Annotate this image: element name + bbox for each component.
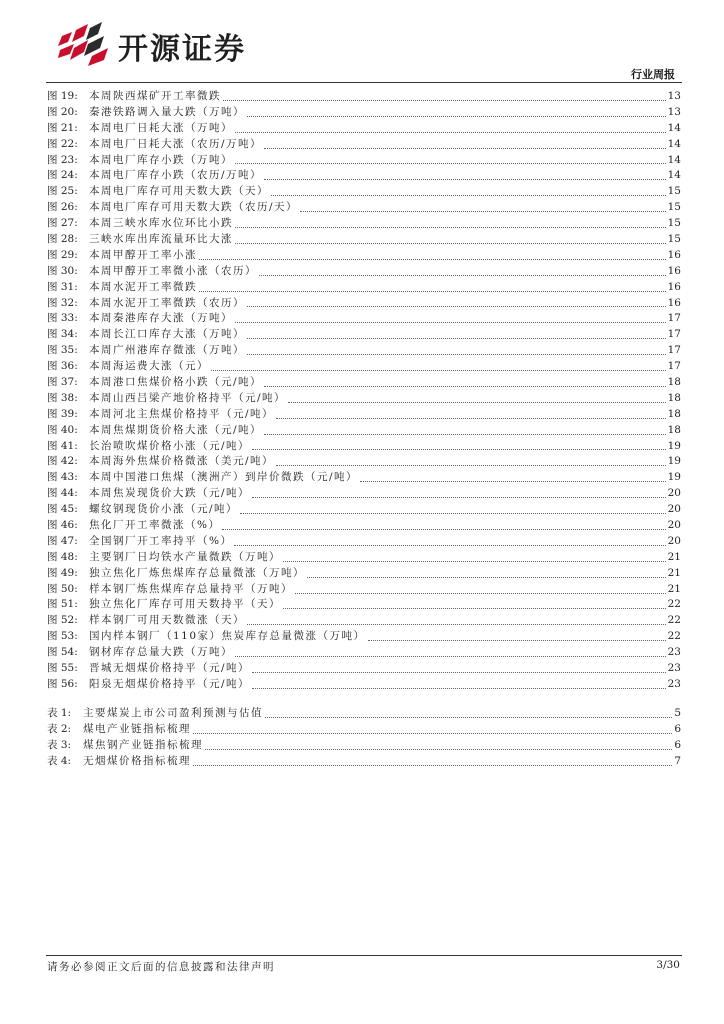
figure-toc-entry[interactable] — [47, 613, 681, 629]
toc-leader-dots — [264, 178, 666, 180]
toc-leader-dots — [283, 560, 666, 562]
toc-leader-dots — [223, 99, 666, 101]
toc-leader-dots — [247, 353, 666, 355]
toc-label — [47, 216, 233, 232]
toc-label — [47, 89, 221, 105]
toc-leader-dots — [234, 544, 665, 546]
toc-entry-number: 图 23: — [47, 153, 78, 166]
toc-entry-page: 16 — [667, 280, 681, 293]
toc-entry-page: 6 — [674, 738, 681, 751]
toc-leader-dots — [264, 433, 666, 435]
toc-entry-number: 图 44: — [47, 487, 78, 500]
toc-leader-dots — [235, 131, 666, 133]
toc-label — [47, 200, 298, 216]
toc-leader-dots — [264, 147, 666, 149]
toc-entry-page: 14 — [667, 121, 681, 134]
toc-entry-page: 21 — [667, 566, 681, 579]
table-toc-entry[interactable] — [47, 722, 681, 738]
toc-entry-number: 图 47: — [47, 534, 78, 547]
figure-toc-entry[interactable] — [47, 502, 681, 518]
toc-label — [47, 470, 358, 486]
toc-entry-number: 图 24: — [47, 169, 78, 182]
toc-entry-page: 17 — [667, 344, 681, 357]
toc-leader-dots — [252, 671, 666, 673]
footer-disclaimer: 请务必参阅正文后面的信息披露和法律声明 — [47, 961, 275, 973]
toc-entry-title: 主要煤炭上市公司盈利预测与估值 — [83, 706, 263, 719]
toc-leader-dots — [193, 764, 672, 766]
toc-entry-number: 图 25: — [47, 185, 78, 198]
toc-label — [47, 550, 281, 566]
toc-leader-dots — [276, 464, 666, 466]
toc-entry-title: 本周甲醇开工率微小涨（农历） — [89, 264, 257, 277]
toc-leader-dots — [252, 687, 666, 689]
toc-entry-number: 图 50: — [47, 582, 78, 595]
toc-entry-page: 15 — [667, 233, 681, 245]
toc-entry-title: 煤焦钢产业链指标梳理 — [83, 738, 203, 751]
toc-label — [47, 677, 250, 693]
toc-entry-title: 本周电厂日耗大涨（万吨） — [89, 121, 233, 134]
toc-entry-title: 本周河北主焦煤价格持平（元/吨） — [89, 407, 275, 420]
toc-entry-title: 螺纹钢现货价小涨（元/吨） — [89, 503, 239, 516]
toc-entry-page: 13 — [667, 105, 681, 118]
toc-leader-dots — [193, 732, 672, 734]
toc-label — [47, 168, 262, 184]
figure-toc-entry[interactable] — [47, 486, 681, 502]
toc-entry-title: 本周电厂库存可用天数大跌（天） — [89, 185, 269, 198]
toc-leader-dots — [235, 242, 666, 244]
toc-leader-dots — [264, 385, 666, 387]
toc-entry-title: 主要钢厂日均铁水产量微跌（万吨） — [89, 550, 281, 563]
toc-entry-page: 21 — [667, 582, 681, 595]
toc-entry-title: 秦港铁路调入量大跌（万吨） — [89, 105, 245, 118]
toc-label — [47, 582, 293, 598]
toc-label — [47, 534, 232, 550]
figure-toc-entry[interactable] — [47, 359, 681, 375]
toc-entry-title: 样本钢厂可用天数微涨（天） — [89, 614, 245, 627]
toc-label — [47, 706, 263, 722]
toc-entry-number: 图 46: — [47, 519, 78, 532]
toc-label — [47, 407, 274, 423]
toc-label — [47, 121, 233, 137]
toc-entry-page: 17 — [667, 360, 681, 373]
toc-entry-number: 图 38: — [47, 391, 78, 404]
toc-leader-dots — [259, 274, 666, 276]
toc-leader-dots — [211, 369, 666, 371]
toc-entry-page: 18 — [667, 391, 681, 404]
toc-entry-title: 钢材库存总量大跌（万吨） — [89, 646, 233, 659]
toc-entry-number: 图 32: — [47, 296, 78, 309]
toc-label — [47, 518, 220, 534]
figure-toc-entry[interactable] — [47, 264, 681, 280]
footer-divider — [46, 955, 682, 956]
toc-entry-page: 20 — [667, 487, 681, 500]
toc-entry-page: 7 — [674, 754, 681, 767]
toc-entry-number: 图 20: — [47, 105, 78, 118]
toc-entry-page: 22 — [667, 598, 681, 611]
table-toc-entry[interactable] — [47, 706, 681, 722]
toc-entry-title: 样本钢厂炼焦煤库存总量持平（万吨） — [89, 582, 293, 595]
toc-entry-number: 表 3: — [47, 738, 72, 751]
toc-entry-number: 图 33: — [47, 312, 78, 325]
toc-entry-title: 本周海外焦煤价格微涨（美元/吨） — [89, 455, 275, 468]
toc-leader-dots — [235, 655, 666, 657]
toc-entry-page: 20 — [667, 534, 681, 547]
toc-entry-page: 18 — [667, 407, 681, 420]
toc-entry-number: 图 37: — [47, 376, 78, 389]
toc-entry-page: 16 — [667, 296, 681, 309]
toc-entry-title: 本周秦港库存大涨（万吨） — [89, 312, 233, 325]
toc-leader-dots — [271, 194, 666, 196]
figure-toc-entry[interactable] — [47, 200, 681, 216]
toc-entry-number: 图 45: — [47, 503, 78, 516]
toc-entry-page: 19 — [667, 439, 681, 452]
figure-toc-entry[interactable] — [47, 248, 681, 264]
toc-entry-page: 20 — [667, 503, 681, 516]
toc-entry-number: 表 1: — [47, 706, 72, 719]
figure-toc-entry[interactable] — [47, 534, 681, 550]
toc-entry-page: 13 — [667, 89, 681, 102]
toc-entry-number: 图 21: — [47, 121, 78, 134]
toc-entry-title: 本周水泥开工率微跌 — [89, 280, 197, 293]
toc-leader-dots — [205, 748, 672, 750]
kaiyuan-logo-icon — [58, 22, 110, 66]
toc-entry-page: 14 — [667, 169, 681, 182]
toc-label — [47, 613, 245, 629]
toc-entry-title: 煤电产业链指标梳理 — [83, 722, 191, 735]
figure-toc-entry[interactable] — [47, 216, 681, 232]
figure-toc-entry[interactable] — [47, 137, 681, 153]
figure-toc-entry[interactable] — [47, 629, 681, 645]
toc-leader-dots — [235, 162, 666, 164]
toc-entry-number: 图 52: — [47, 614, 78, 627]
toc-entry-number: 图 54: — [47, 646, 78, 659]
figure-toc-entry[interactable] — [47, 582, 681, 598]
toc-entry-number: 图 27: — [47, 217, 78, 230]
toc-entry-title: 本周港口焦煤价格小跌（元/吨） — [89, 376, 263, 389]
figure-toc-entry[interactable] — [47, 423, 681, 439]
toc-leader-dots — [247, 115, 666, 117]
table-toc-list — [47, 706, 681, 770]
toc-entry-page: 6 — [674, 722, 681, 735]
toc-leader-dots — [247, 623, 666, 625]
toc-leader-dots — [252, 496, 666, 498]
toc-entry-title: 本周海运费大涨（元） — [89, 360, 209, 373]
toc-label — [47, 264, 257, 280]
toc-entry-title: 本周水泥开工率微跌（农历） — [89, 296, 245, 309]
toc-label — [47, 359, 209, 375]
toc-entry-title: 独立焦化厂炼焦煤库存总量微涨（万吨） — [89, 566, 305, 579]
toc-entry-number: 表 2: — [47, 722, 72, 735]
toc-leader-dots — [283, 607, 666, 609]
toc-entry-page: 23 — [667, 646, 681, 659]
toc-entry-number: 图 43: — [47, 471, 78, 484]
figure-toc-entry[interactable] — [47, 454, 681, 470]
toc-entry-title: 本周焦煤期货价格大涨（元/吨） — [89, 423, 263, 436]
toc-entry-number: 表 4: — [47, 754, 72, 767]
toc-entry-page: 14 — [667, 137, 681, 150]
toc-entry-number: 图 55: — [47, 662, 78, 675]
toc-label — [47, 248, 197, 264]
figure-toc-entry[interactable] — [47, 375, 681, 391]
toc-entry-title: 本周中国港口焦煤（澳洲产）到岸价微跌（元/吨） — [89, 471, 359, 484]
toc-entry-title: 无烟煤价格指标梳理 — [83, 754, 191, 767]
toc-leader-dots — [222, 528, 665, 530]
toc-label — [47, 645, 233, 661]
toc-entry-page: 20 — [667, 519, 681, 532]
toc-entry-page: 5 — [674, 706, 681, 719]
table-toc-entry[interactable] — [47, 738, 681, 754]
toc-entry-page: 19 — [667, 455, 681, 468]
toc-leader-dots — [307, 576, 666, 578]
toc-label — [47, 153, 233, 169]
toc-leader-dots — [300, 210, 666, 212]
toc-label — [47, 327, 245, 343]
toc-entry-page: 15 — [667, 201, 681, 214]
toc-label — [47, 738, 203, 754]
figure-toc-entry[interactable] — [47, 327, 681, 343]
toc-label — [47, 391, 286, 407]
footer-page-number: 3/30 — [656, 959, 680, 971]
toc-entry-title: 国内样本钢厂（110家）焦炭库存总量微涨（万吨） — [89, 630, 366, 643]
toc-entry-number: 图 19: — [47, 89, 78, 102]
toc-leader-dots — [235, 226, 666, 228]
toc-leader-dots — [199, 258, 666, 260]
toc-label — [47, 454, 274, 470]
toc-entry-number: 图 26: — [47, 201, 78, 214]
toc-entry-title: 长治喷吹煤价格小涨（元/吨） — [89, 439, 251, 452]
toc-leader-dots — [295, 592, 666, 594]
toc-entry-title: 焦化厂开工率微涨（%） — [89, 519, 221, 532]
toc-entry-number: 图 22: — [47, 137, 78, 150]
figure-toc-entry[interactable] — [47, 121, 681, 137]
toc-leader-dots — [247, 305, 666, 307]
toc-label — [47, 105, 245, 121]
toc-entry-title: 本周三峡水库水位环比小跌 — [89, 217, 233, 230]
toc-entry-page: 15 — [667, 217, 681, 230]
toc-label — [47, 137, 262, 153]
figure-toc-entry[interactable] — [47, 407, 681, 423]
toc-entry-page: 22 — [667, 614, 681, 627]
figure-toc-entry[interactable] — [47, 184, 681, 200]
toc-label — [47, 439, 250, 455]
report-type-label: 行业周报 — [631, 68, 675, 81]
toc-entry-page: 14 — [667, 153, 681, 166]
figure-toc-entry[interactable] — [47, 391, 681, 407]
toc-entry-number: 图 48: — [47, 550, 78, 563]
toc-label — [47, 232, 233, 248]
figure-toc-entry[interactable] — [47, 470, 681, 486]
toc-entry-page: 17 — [667, 312, 681, 325]
toc-label — [47, 343, 245, 359]
toc-label — [47, 280, 197, 296]
toc-entry-title: 三峡水库出库流量环比大涨 — [89, 233, 233, 245]
figure-toc-entry[interactable] — [47, 105, 681, 121]
figure-toc-entry[interactable] — [47, 566, 681, 582]
toc-label — [47, 597, 281, 613]
figure-toc-entry[interactable] — [47, 598, 681, 614]
figure-toc-entry[interactable] — [47, 232, 681, 248]
toc-entry-title: 本周焦炭现货价大跌（元/吨） — [89, 487, 251, 500]
figure-toc-entry[interactable] — [47, 439, 681, 455]
toc-leader-dots — [368, 639, 666, 641]
toc-label — [47, 486, 250, 502]
toc-entry-title: 本周山西吕梁产地价格持平（元/吨） — [89, 391, 287, 404]
toc-entry-number: 图 49: — [47, 566, 78, 579]
toc-entry-page: 23 — [667, 662, 681, 675]
figure-toc-entry[interactable] — [47, 677, 681, 693]
toc-entry-title: 阳泉无烟煤价格持平（元/吨） — [89, 677, 251, 690]
toc-entry-number: 图 34: — [47, 328, 78, 341]
toc-label — [47, 423, 262, 439]
toc-entry-title: 本周电厂库存可用天数大跌（农历/天） — [89, 201, 299, 214]
toc-entry-title: 本周电厂库存小跌（万吨） — [89, 153, 233, 166]
toc-entry-page: 21 — [667, 550, 681, 563]
toc-leader-dots — [235, 321, 666, 323]
toc-entry-number: 图 53: — [47, 630, 78, 643]
toc-label — [47, 566, 305, 582]
figure-toc-list — [47, 89, 681, 693]
figure-toc-entry[interactable] — [47, 89, 681, 105]
toc-entry-page: 23 — [667, 677, 681, 690]
toc-entry-number: 图 31: — [47, 280, 78, 293]
toc-leader-dots — [276, 417, 666, 419]
figure-toc-entry[interactable] — [47, 645, 681, 661]
toc-entry-title: 本周广州港库存微涨（万吨） — [89, 344, 245, 357]
toc-entry-page: 15 — [667, 185, 681, 198]
toc-entry-page: 19 — [667, 471, 681, 484]
figure-toc-entry[interactable] — [47, 550, 681, 566]
toc-entry-number: 图 51: — [47, 598, 78, 611]
toc-label — [47, 296, 245, 312]
toc-entry-title: 本周甲醇开工率小涨 — [89, 248, 197, 261]
toc-leader-dots — [199, 290, 666, 292]
toc-entry-title: 本周电厂日耗大涨（农历/万吨） — [89, 137, 263, 150]
toc-entry-page: 18 — [667, 376, 681, 389]
toc-entry-number: 图 42: — [47, 455, 78, 468]
toc-label — [47, 502, 238, 518]
table-toc-entry[interactable] — [47, 754, 681, 770]
figure-toc-entry[interactable] — [47, 343, 681, 359]
toc-entry-number: 图 56: — [47, 677, 78, 690]
toc-entry-number: 图 40: — [47, 423, 78, 436]
toc-entry-title: 独立焦化厂库存可用天数持平（天） — [89, 598, 281, 611]
logo-text: 开源证券 — [118, 32, 246, 67]
toc-leader-dots — [265, 716, 672, 718]
toc-entry-title: 本周长江口库存大涨（万吨） — [89, 328, 245, 341]
figure-toc-entry[interactable] — [47, 518, 681, 534]
company-logo — [58, 22, 278, 66]
toc-entry-number: 图 35: — [47, 344, 78, 357]
toc-label — [47, 375, 262, 391]
figure-toc-entry[interactable] — [47, 153, 681, 169]
toc-entry-number: 图 29: — [47, 248, 78, 261]
toc-entry-number: 图 41: — [47, 439, 78, 452]
toc-leader-dots — [252, 448, 666, 450]
toc-entry-number: 图 39: — [47, 407, 78, 420]
toc-entry-page: 16 — [667, 264, 681, 277]
toc-entry-number: 图 36: — [47, 360, 78, 373]
toc-entry-title: 全国钢厂开工率持平（%） — [89, 534, 233, 547]
toc-leader-dots — [240, 512, 666, 514]
toc-label — [47, 184, 269, 200]
toc-entry-page: 17 — [667, 328, 681, 341]
figure-toc-entry[interactable] — [47, 661, 681, 677]
toc-entry-page: 16 — [667, 248, 681, 261]
toc-label — [47, 722, 191, 738]
toc-leader-dots — [288, 401, 666, 403]
toc-entry-page: 18 — [667, 423, 681, 436]
toc-entry-page: 22 — [667, 630, 681, 643]
toc-leader-dots — [360, 480, 666, 482]
toc-label — [47, 311, 233, 327]
toc-entry-title: 晋城无烟煤价格持平（元/吨） — [89, 662, 251, 675]
toc-entry-title: 本周电厂库存小跌（农历/万吨） — [89, 169, 263, 182]
toc-entry-number: 图 30: — [47, 264, 78, 277]
figure-toc-entry[interactable] — [47, 296, 681, 312]
toc-label — [47, 754, 191, 770]
toc-label — [47, 629, 366, 645]
toc-entry-title: 本周陕西煤矿开工率微跌 — [89, 89, 221, 102]
toc-leader-dots — [247, 337, 666, 339]
header-divider — [46, 82, 682, 83]
toc-label — [47, 661, 250, 677]
figure-toc-entry[interactable] — [47, 311, 681, 327]
figure-toc-entry[interactable] — [47, 280, 681, 296]
toc-entry-number: 图 28: — [47, 233, 78, 245]
figure-toc-entry[interactable] — [47, 168, 681, 184]
